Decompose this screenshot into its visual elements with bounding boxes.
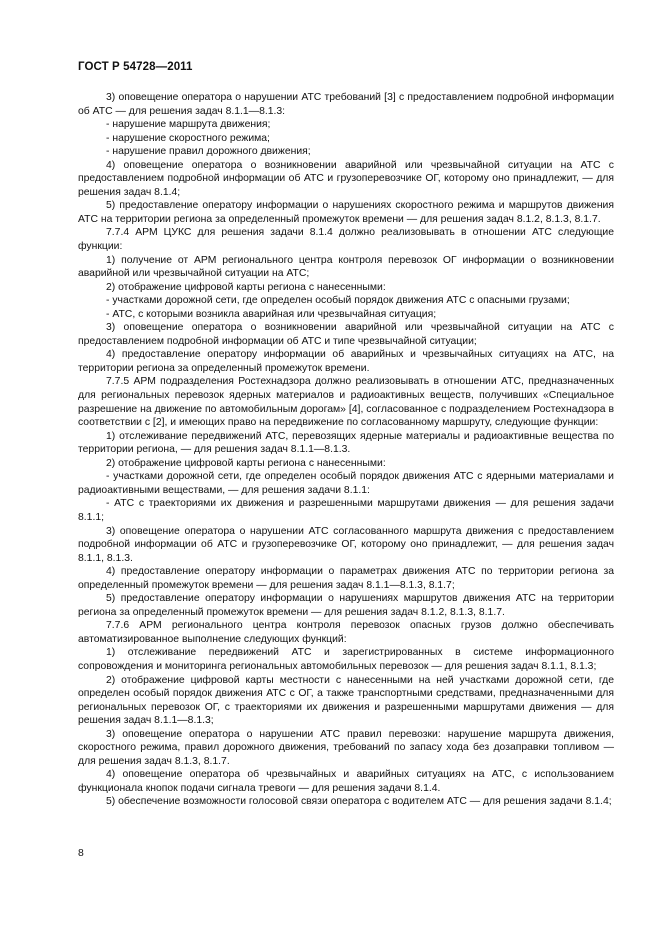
paragraph: 4) предоставление оператору информации об аварийных и чрезвычайных ситуациях на АТС, на территории региона за определенный промежуток времени. [78,349,614,374]
paragraph: 1) отслеживание передвижений АТС, перевозящих ядерные материалы и радиоактивные вещества по территории региона, — для решения задач 8.1.1—8.1.3. [78,430,614,456]
list-item: - АТС с траекториями их движения и разрешенными маршрутами движения — для решения задачи 8.1.1; [78,498,614,523]
paragraph: 4) предоставление оператору информации о параметрах движения АТС по территории региона за определенный промежуток времени — для решения задач 8.1.1—8.1.3, 8.1.7; [78,566,614,591]
list-item: - участками дорожной сети, где определен особый порядок движения АТС с опасными грузами; [106,295,570,307]
paragraph: 5) предоставление оператору информации о нарушениях скоростного режима и маршрутов движения АТС на территории региона за определенный промежуток времени — для решения задач 8.1.2, 8.1.3, 8.1.7. [78,200,614,225]
list-item: - нарушение маршрута движения; [106,119,271,131]
paragraph: 2) отображение цифровой карты региона с нанесенными: [106,281,386,293]
section-7-7-4: 7.7.4 АРМ ЦУКС для решения задачи 8.1.4 должно реализовывать в отношении АТС следующие функции: [78,227,614,253]
list-item: - нарушение правил дорожного движения; [106,146,311,158]
page-header: ГОСТ Р 54728—2011 [78,61,193,73]
paragraph: 3) оповещение оператора о нарушении АТС согласованного маршрута движения с предоставлением подробной информации об АТС и грузоперевозчике ОГ, которому оно принадлежит, — для решения задач 8.1.1, 8.1.3. [78,525,614,564]
page-number: 8 [78,848,84,859]
list-item: - нарушение скоростного режима; [106,132,270,144]
paragraph: 2) отображение цифровой карты местности с нанесенными на ней участками дорожной сети, где определен особый порядок движения АТС с ОГ, а также транспортными средствами, предназначенными для региональных перевозок ОГ, с траекториями их движения и разрешенными маршрутами движения — для решения задач 8.1.1—8.1.3; [78,674,614,727]
paragraph: 3) оповещение оператора о нарушении АТС правил перевозки: нарушение маршрута движения, скоростного режима, правил дорожного движения, требований по запасу хода без дозаправки топливом — для решения задач 8.1.3, 8.1.7. [78,728,614,767]
list-item: - АТС, с которыми возникла аварийная или чрезвычайная ситуация; [106,308,437,320]
paragraph: 2) отображение цифровой карты региона с нанесенными: [106,457,386,469]
paragraph: 5) обеспечение возможности голосовой связи оператора с водителем АТС — для решения задачи 8.1.4; [106,796,612,808]
paragraph: 3) оповещение оператора о нарушении АТС требований [3] с предоставлением подробной информации об АТС — для решения задач 8.1.1—8.1.3: [78,92,614,117]
paragraph: 5) предоставление оператору информации о нарушениях маршрутов движения АТС на территории региона за определенный промежуток времени — для решения задач 8.1.2, 8.1.3, 8.1.7. [78,593,614,618]
section-7-7-5: 7.7.5 АРМ подразделения Ростехнадзора должно реализовывать в отношении АТС, предназначенных для региональных перевозок ядерных материалов и радиоактивных веществ, получивших «Специальное разрешение на движение по автомобильным дорогам» [4], согласованное с подразделением Ростехнадзора в соответствии с [2], и имеющих право на передвижение по согласованному маршруту, следующие функции: [78,376,614,429]
list-item: - участками дорожной сети, где определен особый порядок движения АТС с ядерными материалами и радиоактивными веществами, — для решения задачи 8.1.1: [78,471,614,496]
paragraph: 1) отслеживание передвижений АТС и зарегистрированных в системе информационного сопровождения и мониторинга региональных автомобильных перевозок — для решения задач 8.1.1, 8.1.3; [78,647,614,672]
paragraph: 4) оповещение оператора о возникновении аварийной или чрезвычайной ситуации на АТС с предоставлением подробной информации об АТС и грузоперевозчике ОГ, которому оно принадлежит, — для решения задач 8.1.4; [78,159,614,198]
document-body [78,91,614,809]
paragraph: 4) оповещение оператора об чрезвычайных и аварийных ситуациях на АТС, с использованием функционала кнопок подачи сигнала тревоги — для решения задачи 8.1.4. [78,769,614,794]
paragraph: 1) получение от АРМ регионального центра контроля перевозок ОГ информации о возникновении аварийной или чрезвычайной ситуации на АТС; [78,254,614,280]
paragraph: 3) оповещение оператора о возникновении аварийной или чрезвычайной ситуации на АТС с предоставлением подробной информации об АТС и типе чрезвычайной ситуации; [78,322,614,347]
section-7-7-6: 7.7.6 АРМ регионального центра контроля перевозок опасных грузов должно обеспечивать автоматизированное выполнение следующих функций: [78,620,614,645]
